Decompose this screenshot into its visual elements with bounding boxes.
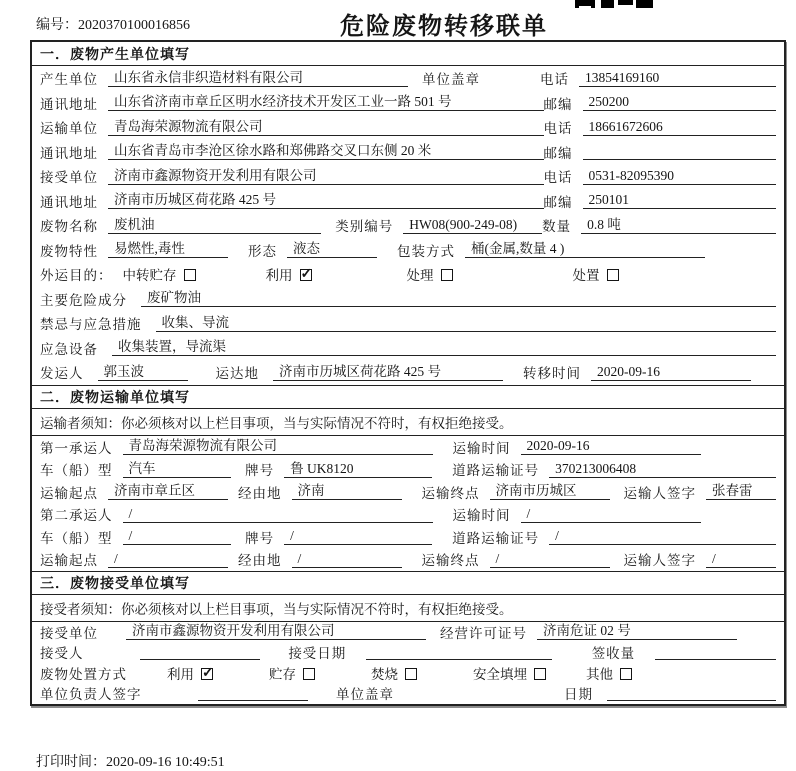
road-cert-label: 道路运输证号: [452, 530, 540, 546]
signed-qty-value: [655, 644, 776, 660]
produce-unit-label: 产生单位: [40, 72, 98, 88]
end-label: 运输终点: [421, 553, 480, 569]
form-state-label: 形态: [248, 243, 277, 259]
vehicle-type-label: 车（船）型: [40, 530, 113, 546]
road-cert-value: 370213006408: [549, 461, 776, 478]
receive-unit-label: 接受单位: [40, 170, 98, 186]
disposal-option-incinerate: 焚烧: [371, 663, 417, 683]
category-label: 类别编号: [335, 219, 394, 235]
second-carrier-row: [32, 503, 784, 526]
end-value: 济南市历城区: [490, 483, 610, 500]
waste-character-value: 易燃性,毒性: [108, 241, 228, 258]
storage-checkbox: [303, 668, 315, 680]
zip-label: 邮编: [543, 145, 573, 161]
disposal-option-landfill: 安全填埋: [473, 663, 546, 683]
waste-name-row: [32, 213, 784, 238]
produce-unit-value: 山东省永信非织造材料有限公司: [108, 70, 408, 87]
receiver-value: [140, 644, 261, 660]
waste-name-label: 废物名称: [40, 219, 98, 235]
date-value: [607, 685, 776, 701]
receive-address-row: [32, 189, 784, 214]
second-carrier-value: /: [123, 506, 433, 523]
taboo-measures-row: [32, 311, 784, 336]
landfill-checkbox: [534, 668, 546, 680]
via-value: /: [292, 551, 402, 568]
address-value: 济南市历城区荷花路 425 号: [108, 192, 544, 209]
receiver-notice: 接受者须知：你必须核对以上栏目事项，当与实际情况不符时，有权拒绝接受。: [32, 595, 784, 622]
utilize-checkbox: [300, 269, 312, 281]
vehicle-row: [32, 458, 784, 481]
waste-name-value: 废机油: [108, 217, 321, 234]
destination-label: 运达地: [215, 366, 259, 382]
transfer-storage-checkbox: [184, 269, 196, 281]
zip-label: 邮编: [543, 194, 573, 210]
address-label: 通讯地址: [40, 194, 98, 210]
vehicle-type-value: 汽车: [123, 461, 232, 478]
produce-address-row: [32, 91, 784, 116]
sender-value: 郭玉波: [98, 364, 188, 381]
first-carrier-value: 青岛海荣源物流有限公司: [123, 438, 433, 455]
purpose-option-transfer-storage: 中转贮存: [123, 264, 196, 284]
taboo-measures-value: 收集、导流: [156, 315, 777, 332]
first-carrier-row: [32, 436, 784, 459]
vehicle-type-value: /: [123, 528, 232, 545]
transport-unit-label: 运输单位: [40, 121, 98, 137]
section1-title: 一．废物产生单位填写: [32, 42, 784, 66]
produce-unit-row: [32, 66, 784, 91]
phone-value: 0531-82095390: [583, 168, 776, 185]
transporter-sign-value: 张春雷: [706, 483, 776, 500]
page-title: 危险废物转移联单: [340, 14, 548, 40]
purpose-row: [32, 262, 784, 287]
phone-label: 电话: [540, 72, 569, 88]
phone-label: 电话: [543, 170, 573, 186]
transport-time-value: /: [521, 506, 701, 523]
incinerate-checkbox: [405, 668, 417, 680]
document-number-value: 2020370100016856: [78, 18, 190, 33]
disposal-option-other: 其他: [586, 663, 632, 683]
address-label: 通讯地址: [40, 96, 98, 112]
receive-date-value: [366, 644, 551, 660]
end-value: /: [490, 551, 610, 568]
hazard-component-label: 主要危险成分: [40, 292, 127, 308]
form-state-value: 液态: [287, 241, 377, 258]
plate-value: 鲁 UK8120: [284, 461, 432, 478]
emergency-equipment-label: 应急设备: [40, 341, 98, 357]
origin-value: 济南市章丘区: [108, 483, 228, 500]
receiver-label: 接受人: [40, 646, 84, 662]
transfer-time-label: 转移时间: [523, 366, 581, 382]
destination-value: 济南市历城区荷花路 425 号: [273, 364, 503, 381]
quantity-label: 数量: [542, 219, 572, 235]
zip-label: 邮编: [543, 96, 573, 112]
phone-label: 电话: [543, 121, 573, 137]
print-time-label: 打印时间：: [36, 755, 106, 770]
signed-qty-label: 签收量: [591, 646, 636, 662]
receiving-unit-label: 接受单位: [40, 625, 98, 641]
receive-unit-value: 济南市鑫源物资开发利用有限公司: [108, 168, 544, 185]
disposal-method-label: 废物处置方式: [40, 666, 127, 682]
plate-label: 牌号: [245, 530, 275, 546]
receiving-unit-value: 济南市鑫源物资开发利用有限公司: [126, 623, 426, 640]
section3-title: 三．废物接受单位填写: [32, 571, 784, 595]
unit-seal-label: 单位盖章: [422, 72, 480, 88]
disposal-method-row: [32, 663, 784, 684]
package-label: 包装方式: [397, 243, 455, 259]
disposal-option-utilize: 利用 ✓: [167, 663, 213, 683]
transport-unit-row: [32, 115, 784, 140]
transporter-notice: 运输者须知：你必须核对以上栏目事项，当与实际情况不符时，有权拒绝接受。: [32, 409, 784, 436]
taboo-measures-label: 禁忌与应急措施: [40, 317, 142, 333]
sender-label: 发运人: [40, 366, 84, 382]
vehicle-type-label: 车（船）型: [40, 463, 113, 479]
date-label: 日期: [564, 687, 594, 703]
transporter-sign-label: 运输人签字: [623, 553, 696, 569]
route-row: [32, 481, 784, 504]
address-value: 山东省青岛市李沧区徐水路和郑佛路交叉口东侧 20 米: [108, 143, 544, 160]
leader-sign-value: [198, 685, 309, 701]
transport-address-row: [32, 140, 784, 165]
plate-value: /: [284, 528, 432, 545]
receiving-unit-row: [32, 622, 784, 643]
end-label: 运输终点: [421, 485, 480, 501]
via-label: 经由地: [238, 485, 282, 501]
section2-title: 二．废物运输单位填写: [32, 385, 784, 409]
transport-time-value: 2020-09-16: [521, 438, 701, 455]
via-label: 经由地: [238, 553, 282, 569]
license-label: 经营许可证号: [440, 625, 527, 641]
document-number: [36, 14, 190, 34]
address-label: 通讯地址: [40, 145, 98, 161]
zip-value: [583, 144, 776, 160]
waste-character-row: [32, 238, 784, 263]
plate-label: 牌号: [245, 463, 275, 479]
purpose-option-treat: 处理: [407, 264, 453, 284]
road-cert-value: /: [549, 528, 776, 545]
utilize-checkbox: [201, 668, 213, 680]
transporter-sign-label: 运输人签字: [623, 485, 696, 501]
emergency-equipment-value: 收集装置，导流渠: [112, 339, 776, 356]
quantity-value: 0.8 吨: [581, 217, 776, 234]
transporter-sign-value: /: [706, 551, 776, 568]
waste-character-label: 废物特性: [40, 243, 98, 259]
hazard-component-value: 废矿物油: [141, 290, 776, 307]
license-value: 济南危证 02 号: [537, 623, 737, 640]
emergency-equipment-row: [32, 336, 784, 361]
route-row-2: [32, 548, 784, 571]
purpose-option-utilize: 利用 ✓: [266, 264, 312, 284]
second-carrier-label: 第二承运人: [40, 508, 113, 524]
phone-value: 18661672606: [583, 119, 776, 136]
category-value: HW08(900-249-08): [403, 217, 542, 234]
transport-time-label: 运输时间: [452, 508, 511, 524]
transport-time-label: 运输时间: [452, 440, 511, 456]
leader-sign-row: [32, 683, 784, 704]
print-time: [36, 751, 225, 771]
receive-date-label: 接受日期: [288, 646, 347, 662]
address-value: 山东省济南市章丘区明水经济技术开发区工业一路 501 号: [108, 94, 544, 111]
zip-value: 250101: [583, 192, 776, 209]
sender-row: [32, 360, 784, 385]
vehicle-row-2: [32, 526, 784, 549]
package-value: 桶(金属,数量 4 ): [465, 241, 705, 258]
phone-value: 13854169160: [579, 70, 776, 87]
transport-unit-value: 青岛海荣源物流有限公司: [108, 119, 544, 136]
purpose-label: 外运目的：: [40, 268, 113, 284]
receive-unit-row: [32, 164, 784, 189]
via-value: 济南: [292, 483, 402, 500]
road-cert-label: 道路运输证号: [452, 463, 540, 479]
document-number-label: 编号：: [36, 18, 78, 33]
origin-label: 运输起点: [40, 553, 98, 569]
receiver-row: [32, 642, 784, 663]
origin-label: 运输起点: [40, 485, 98, 501]
hazard-component-row: [32, 287, 784, 312]
document-header: [0, 0, 796, 40]
origin-value: /: [108, 551, 228, 568]
zip-value: 250200: [583, 94, 776, 111]
leader-sign-label: 单位负责人签字: [40, 687, 142, 703]
disposal-option-storage: 贮存: [269, 663, 315, 683]
other-checkbox: [620, 668, 632, 680]
treat-checkbox: [441, 269, 453, 281]
unit-seal-label: 单位盖章: [336, 687, 395, 703]
transfer-time-value: 2020-09-16: [591, 364, 751, 381]
print-time-value: 2020-09-16 10:49:51: [106, 755, 225, 770]
purpose-option-dispose: 处置: [573, 264, 619, 284]
first-carrier-label: 第一承运人: [40, 440, 113, 456]
form-table: [30, 40, 786, 706]
dispose-checkbox: [607, 269, 619, 281]
